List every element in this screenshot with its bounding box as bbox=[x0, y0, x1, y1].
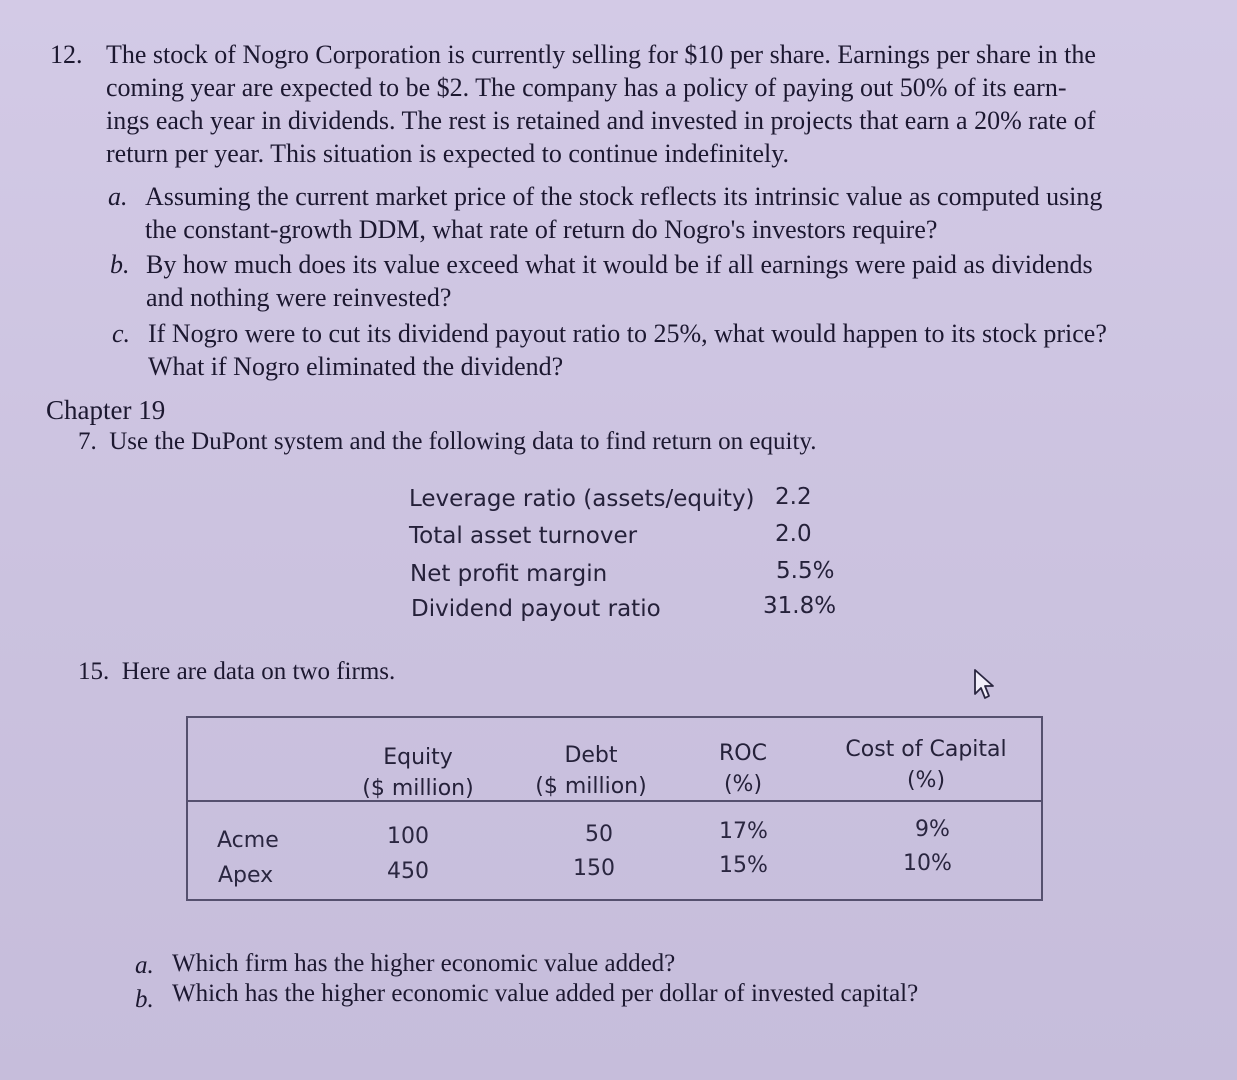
question-a-text: Which firm has the higher economic value added? bbox=[172, 950, 676, 977]
header-cost-of-capital: Cost of Capital (%) bbox=[845, 737, 1007, 793]
row-acme-firm: Acme bbox=[217, 828, 279, 853]
part-b-letter: b. bbox=[110, 250, 130, 279]
chapter-heading: Chapter 19 bbox=[46, 395, 166, 425]
part-c-letter: c. bbox=[112, 319, 131, 348]
table-header-rule bbox=[188, 800, 1041, 802]
problem-12-line-4: return per year. This situation is expected to continue indefinitely. bbox=[106, 139, 790, 168]
problem-12-line-2: coming year are expected to be $2. The company has a policy of paying out 50% of its earn- bbox=[106, 73, 1067, 102]
problem-12-number: 12. bbox=[50, 40, 83, 69]
row-acme-debt: 50 bbox=[585, 822, 613, 847]
row-apex-cost: 10% bbox=[903, 851, 952, 876]
dupont-label-turnover: Total asset turnover bbox=[409, 523, 638, 549]
part-c-line-2: What if Nogro eliminated the dividend? bbox=[148, 352, 564, 381]
row-apex-roc: 15% bbox=[719, 853, 768, 878]
question-a-letter: a. bbox=[135, 952, 154, 979]
row-acme-cost: 9% bbox=[915, 817, 950, 842]
part-b-line-1: By how much does its value exceed what it would be if all earnings were paid as dividends bbox=[146, 250, 1093, 279]
dupont-value-payout: 31.8% bbox=[763, 593, 837, 619]
header-roc: ROC (%) bbox=[719, 741, 767, 797]
problem-7-text: 7. Use the DuPont system and the following data to find return on equity. bbox=[78, 428, 817, 455]
part-c-line-1: If Nogro were to cut its dividend payout ratio to 25%, what would happen to its stock price? bbox=[148, 319, 1107, 348]
part-b-line-2: and nothing were reinvested? bbox=[146, 283, 452, 312]
dupont-label-margin: Net profit margin bbox=[410, 561, 608, 587]
question-b-letter: b. bbox=[135, 986, 154, 1013]
row-apex-equity: 450 bbox=[387, 859, 429, 884]
firms-table bbox=[186, 716, 1043, 901]
question-b-text: Which has the higher economic value added per dollar of invested capital? bbox=[172, 980, 919, 1007]
mouse-pointer-icon bbox=[972, 668, 1004, 702]
row-apex-firm: Apex bbox=[218, 863, 274, 888]
row-acme-roc: 17% bbox=[719, 819, 768, 844]
dupont-label-leverage: Leverage ratio (assets/equity) bbox=[409, 486, 755, 512]
header-equity: Equity ($ million) bbox=[362, 745, 474, 801]
problem-12-line-3: ings each year in dividends. The rest is retained and invested in projects that earn a 20% rate of bbox=[106, 106, 1096, 135]
problem-15-text: 15. Here are data on two firms. bbox=[78, 658, 396, 685]
row-apex-debt: 150 bbox=[573, 856, 615, 881]
dupont-value-leverage: 2.2 bbox=[775, 484, 812, 510]
header-debt: Debt ($ million) bbox=[535, 743, 647, 799]
row-acme-equity: 100 bbox=[387, 824, 429, 849]
dupont-value-margin: 5.5% bbox=[776, 558, 835, 584]
part-a-letter: a. bbox=[108, 182, 128, 211]
dupont-value-turnover: 2.0 bbox=[775, 521, 812, 547]
problem-12-line-1: The stock of Nogro Corporation is currently selling for $10 per share. Earnings per share in the bbox=[106, 40, 1096, 69]
part-a-line-2: the constant-growth DDM, what rate of return do Nogro's investors require? bbox=[145, 215, 938, 244]
dupont-label-payout: Dividend payout ratio bbox=[411, 596, 661, 622]
part-a-line-1: Assuming the current market price of the stock reflects its intrinsic value as computed using bbox=[145, 182, 1103, 211]
